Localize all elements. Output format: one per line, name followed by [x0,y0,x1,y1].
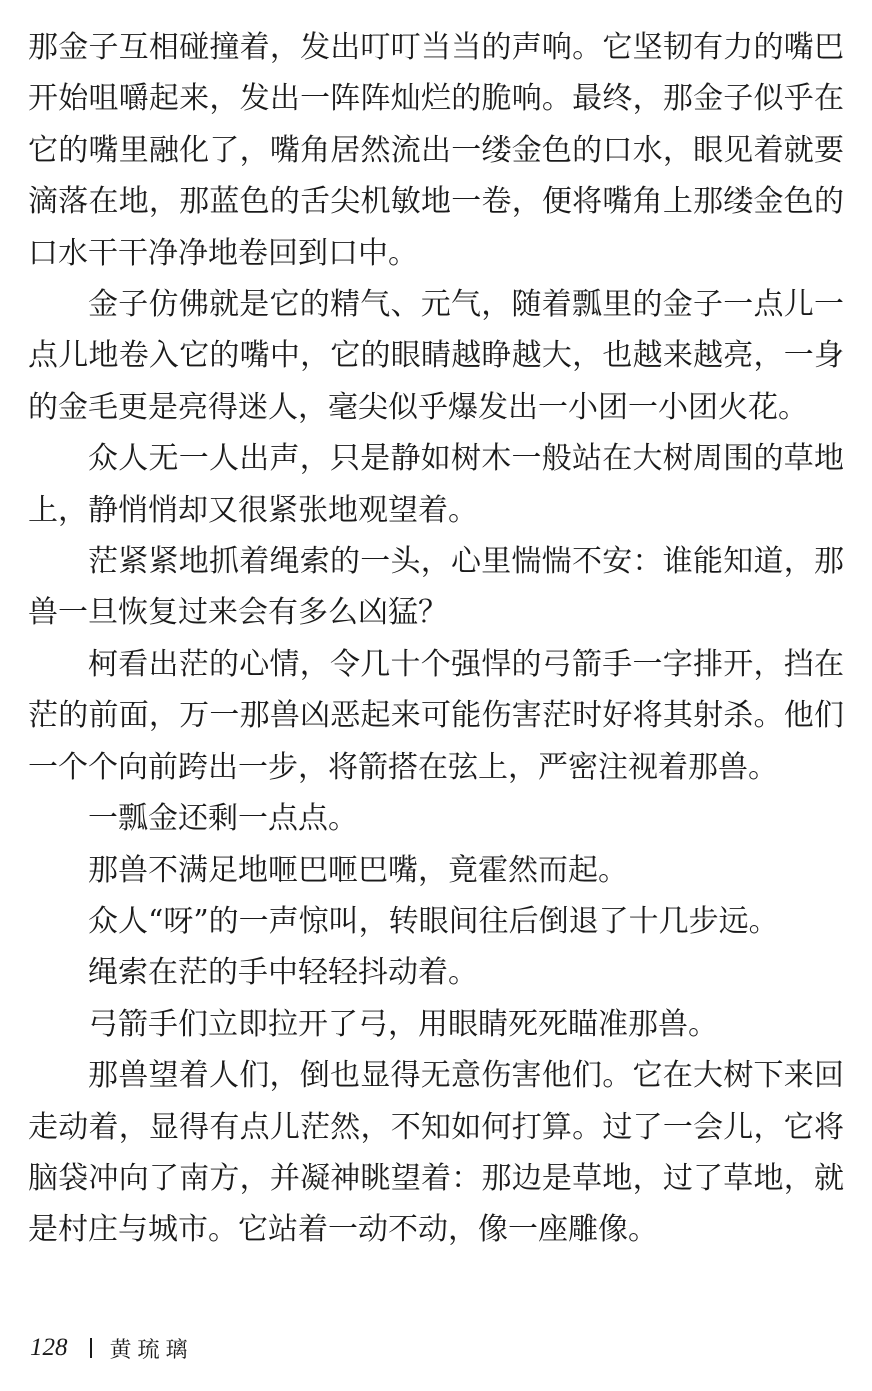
paragraph: 众人“呀”的一声惊叫，转眼间往后倒退了十几步远。 [88,903,779,939]
footer-divider [90,1338,92,1358]
paragraph: 众人无一人出声，只是静如树木一般站在大树周围的草地上，静悄悄却又很紧张地观望着。 [28,441,844,528]
body-text [28,22,844,1256]
paragraph: 那金子互相碰撞着，发出叮叮当当的声响。它坚韧有力的嘴巴开始咀嚼起来，发出一阵阵灿烂的脆响。最终，那金子似乎在它的嘴里融化了，嘴角居然流出一缕金色的口水，眼见着就要滴落在地，那蓝色的舌尖机敏地一卷，便将嘴角上那缕金色的口水干干净净地卷回到口中。 [28,30,844,271]
paragraph: 弓箭手们立即拉开了弓，用眼睛死死瞄准那兽。 [88,1006,718,1042]
paragraph: 绳索在茫的手中轻轻抖动着。 [88,955,478,991]
paragraph: 金子仿佛就是它的精气、元气，随着瓢里的金子一点儿一点儿地卷入它的嘴中，它的眼睛越睁越大，也越来越亮，一身的金毛更是亮得迷人，毫尖似乎爆发出一小团一小团火花。 [28,287,844,425]
page-number: 128 [30,1334,68,1361]
paragraph: 那兽望着人们，倒也显得无意伤害他们。它在大树下来回走动着，显得有点儿茫然，不知如何打算。过了一会儿，它将脑袋冲向了南方，并凝神眺望着：那边是草地，过了草地，就是村庄与城市。它站着一动不动，像一座雕像。 [28,1058,844,1248]
page-footer [30,1330,194,1366]
paragraph: 柯看出茫的心情，令几十个强悍的弓箭手一字排开，挡在茫的前面，万一那兽凶恶起来可能伤害茫时好将其射杀。他们一个个向前跨出一步，将箭搭在弦上，严密注视着那兽。 [28,646,844,785]
paragraph: 一瓢金还剩一点点。 [88,801,358,837]
running-head: 黄琉璃 [109,1336,194,1362]
paragraph: 茫紧紧地抓着绳索的一头，心里惴惴不安：谁能知道，那兽一旦恢复过来会有多么凶猛？ [28,544,844,631]
paragraph: 那兽不满足地咂巴咂巴嘴，竟霍然而起。 [88,852,628,888]
